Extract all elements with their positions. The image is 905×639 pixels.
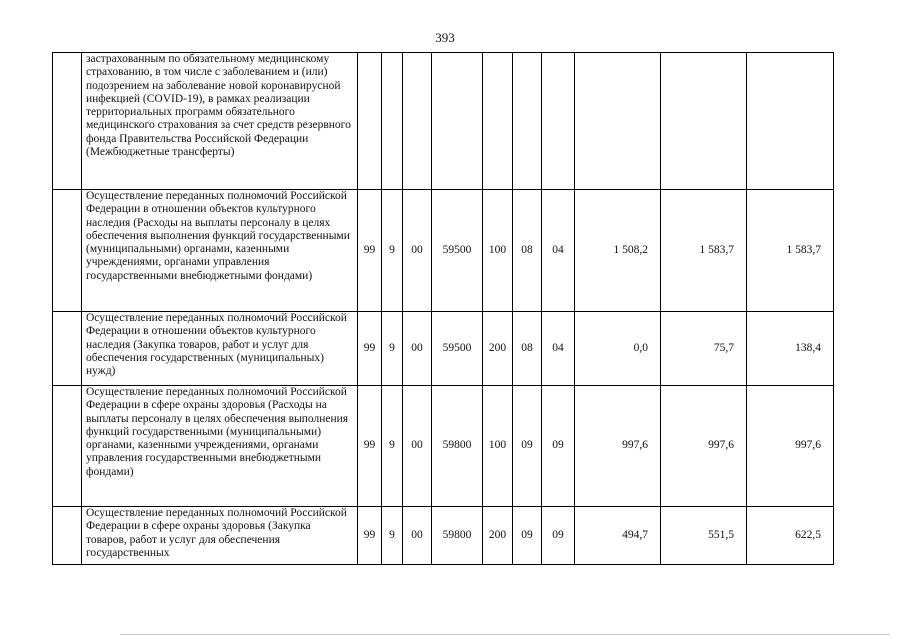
subprogram-code: 9 (382, 386, 403, 507)
subprogram-code: 9 (382, 190, 403, 312)
row-index-cell (53, 507, 82, 565)
row-index-cell (53, 386, 82, 507)
amount-year-1: 997,6 (575, 386, 661, 507)
main-activity-code: 00 (403, 312, 432, 386)
amount-year-2: 1 583,7 (661, 190, 747, 312)
main-activity-code: 00 (403, 386, 432, 507)
main-activity-code: 00 (403, 507, 432, 565)
table-row (53, 312, 834, 386)
expense-name: Осуществление переданных полномочий Российской Федерации в отношении объектов культурного наследия (Расходы на выплаты персоналу в целях обеспечения выполнения функций государственными (муниципальными) органами, казенными учреждениями, органами управления государственными внебюджетными фондами) (82, 190, 358, 312)
amount-year-3: 138,4 (747, 312, 834, 386)
expense-type-code: 200 (483, 312, 513, 386)
row-index-cell (53, 53, 82, 190)
program-code: 99 (358, 190, 382, 312)
main-activity-code: 00 (403, 190, 432, 312)
subsection-code: 09 (542, 386, 575, 507)
expense-type-code (483, 53, 513, 190)
subsection-code: 09 (542, 507, 575, 565)
amount-year-3 (747, 53, 834, 190)
direction-code (432, 53, 483, 190)
row-index-cell (53, 190, 82, 312)
subsection-code: 04 (542, 312, 575, 386)
expense-name: Осуществление переданных полномочий Российской Федерации в отношении объектов культурного наследия (Закупка товаров, работ и услуг для обеспечения государственных (муниципальных) нужд) (82, 312, 358, 386)
subprogram-code: 9 (382, 507, 403, 565)
expense-name: Осуществление переданных полномочий Российской Федерации в сфере охраны здоровья (Закупка товаров, работ и услуг для обеспечения государственных (82, 507, 358, 565)
section-code: 09 (513, 507, 542, 565)
amount-year-3: 622,5 (747, 507, 834, 565)
table-row (53, 386, 834, 507)
program-code (358, 53, 382, 190)
program-code: 99 (358, 386, 382, 507)
section-code: 08 (513, 190, 542, 312)
subprogram-code (382, 53, 403, 190)
subprogram-code: 9 (382, 312, 403, 386)
scan-edge-line (120, 634, 890, 635)
direction-code: 59800 (432, 386, 483, 507)
page-number: 393 (435, 30, 455, 45)
amount-year-1: 494,7 (575, 507, 661, 565)
budget-table (52, 52, 834, 565)
table-row (53, 507, 834, 565)
expense-type-code: 100 (483, 386, 513, 507)
amount-year-2 (661, 53, 747, 190)
direction-code: 59800 (432, 507, 483, 565)
section-code: 09 (513, 386, 542, 507)
section-code (513, 53, 542, 190)
amount-year-1: 1 508,2 (575, 190, 661, 312)
amount-year-1: 0,0 (575, 312, 661, 386)
expense-type-code: 100 (483, 190, 513, 312)
expense-name: Осуществление переданных полномочий Российской Федерации в сфере охраны здоровья (Расходы на выплаты персоналу в целях обеспечения выполнения функций государственными (муниципальными) органами, казенными учреждениями, органами управления государственными внебюджетными фондами) (82, 386, 358, 507)
subsection-code (542, 53, 575, 190)
direction-code: 59500 (432, 312, 483, 386)
program-code: 99 (358, 312, 382, 386)
table-row (53, 53, 834, 190)
table-row (53, 190, 834, 312)
expense-name: застрахованным по обязательному медицинскому страхованию, в том числе с заболеванием и (или) подозрением на заболевание новой коронавирусной инфекцией (COVID-19), в рамках реализации территориальных программ обязательного медицинского страхования за счет средств резервного фонда Правительства Российской Федерации (Межбюджетные трансферты) (82, 53, 358, 190)
section-code: 08 (513, 312, 542, 386)
amount-year-3: 997,6 (747, 386, 834, 507)
amount-year-2: 75,7 (661, 312, 747, 386)
row-index-cell (53, 312, 82, 386)
amount-year-1 (575, 53, 661, 190)
program-code: 99 (358, 507, 382, 565)
direction-code: 59500 (432, 190, 483, 312)
amount-year-3: 1 583,7 (747, 190, 834, 312)
expense-type-code: 200 (483, 507, 513, 565)
amount-year-2: 551,5 (661, 507, 747, 565)
subsection-code: 04 (542, 190, 575, 312)
amount-year-2: 997,6 (661, 386, 747, 507)
main-activity-code (403, 53, 432, 190)
